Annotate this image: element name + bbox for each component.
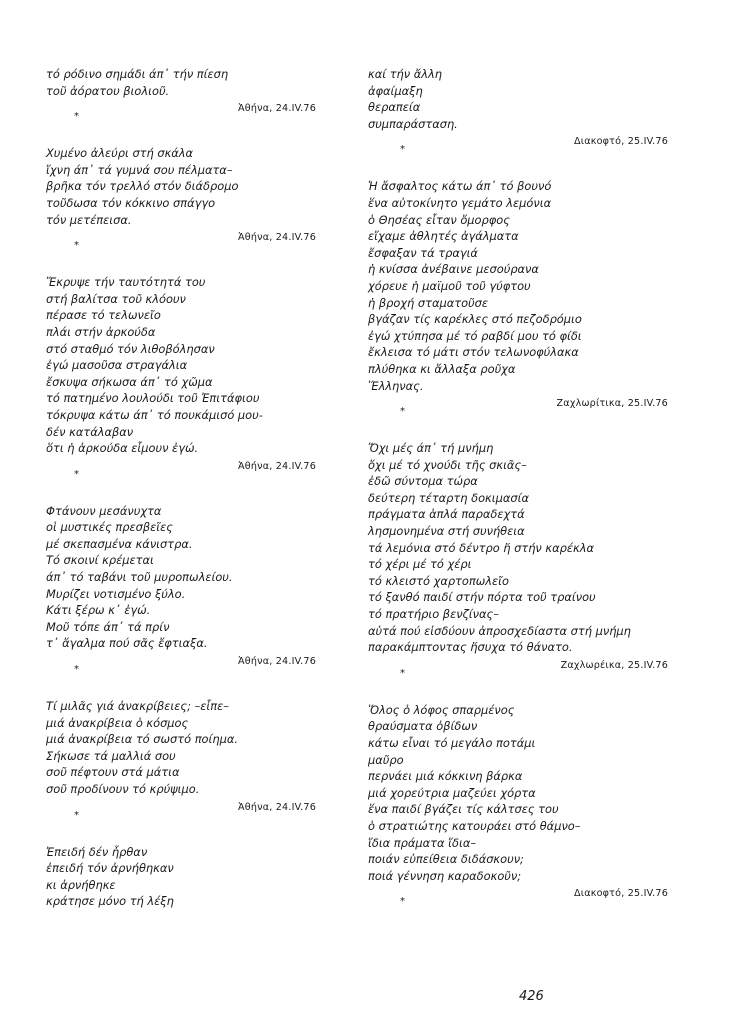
poem-line: καί τήν ἄλλη [368,67,442,81]
poem-line: βρῆκα τόν τρελλό στόν διάδρομο [46,179,239,194]
poem-line: ἴδια πράματα ἴδια– [368,835,477,850]
poem-line: δέν κατάλαβαν [46,424,134,439]
poem-line: θραύσματα ὀβίδων [368,719,478,734]
poem-line: Ὅλος ὁ λόφος σπαρμένος [368,702,515,717]
poem-signature [368,888,668,910]
place-date: Ἀθήνα, 24.IV.76 [238,656,316,668]
poem-line: τό χέρι μέ τό χέρι [368,557,472,572]
poem-line: ποιά γέννηση καραδοκοῦν; [368,868,522,883]
poem-line: κι ἀρνήθηκε [46,877,116,892]
poem-line: κράτησε μόνο τή λέξη [46,894,174,909]
poem-line: δεύτερη τέταρτη δοκιμασία [368,490,529,505]
poem [46,145,316,254]
poem-line: τόκρυψα κάτω άπ᾽ τό πουκάμισό μου- [46,407,263,422]
poem-line: οἱ μυστικές πρεσβεῖες [46,520,173,535]
poem-line: τοῦ ἀόρατου βιολιοῦ. [46,83,170,98]
poem-signature [46,103,316,125]
poem-line: ἡ βροχή σταματοῦσε [368,295,489,310]
asterisk-separator: * [74,240,79,252]
poem-line: Ἐπειδή δέν ἦρθαν [46,844,148,859]
place-date: Ἀθήνα, 24.IV.76 [238,103,316,115]
poem-line: ἀφαίμαξη [368,83,423,98]
poem-line: πλάι στήν ἀρκούδα [46,324,156,339]
place-date: Ἀθήνα, 24.IV.76 [238,232,316,244]
poem [46,274,316,483]
poem-line: τοῦδωσα τόν κόκκινο σπάγγο [46,195,216,210]
poem-line: σοῦ πέφτουν στά μάτια [46,765,180,780]
right-column [368,66,668,930]
place-date: Ἀθήνα, 24.IV.76 [238,801,316,813]
left-column [46,66,316,910]
poem-line: Φτάνουν μεσάνυχτα [46,503,162,518]
poem-line: Μυρίζει νοτισμένο ξύλο. [46,586,186,601]
asterisk-separator: * [400,144,405,156]
poem [368,66,668,158]
poem-line: μαῦρο [368,752,404,767]
poem-line: Χυμένο ἀλεύρι στή σκάλα [46,146,194,161]
poem-line: κάτω εἶναι τό μεγάλο ποτάμι [368,736,536,750]
poem-line: Ὄχι μές άπ᾽ τή μνήμη [368,441,494,456]
asterisk-separator: * [74,468,79,480]
poem-line: τό ξανθό παιδί στήν πόρτα τοῦ τραίνου [368,590,596,605]
poem-line: ἴχνη άπ᾽ τά γυμνά σου πέλματα– [46,162,233,177]
poem-line: ἔκλεισα τό μάτι στόν τελωνοφύλακα [368,345,579,360]
asterisk-separator: * [400,667,405,679]
poem-line: ἔσφαξαν τά τραγιά [368,245,478,260]
poem-line: βγάζαν τίς καρέκλες στό πεζοδρόμιο [368,312,582,327]
poem-line: πλύθηκα κι ἄλλαξα ροῦχα [368,361,516,376]
poem-line: τό κλειστό χαρτοπωλεῖο [368,573,510,588]
poem-line: μιά ἀνακρίβεια τό σωστό ποίημα. [46,732,238,747]
asterisk-separator: * [74,809,79,821]
asterisk-separator: * [400,406,405,418]
place-date: Ἀθήνα, 24.IV.76 [238,460,316,472]
poem-line: ποιάν εὐπείθεια διδάσκουν; [368,852,524,867]
poem-line: τ᾽ ἄγαλμα πού σᾶς ἔφτιαξα. [46,636,208,651]
poem-line: ἐπειδή τόν ἀρνήθηκαν [46,861,174,876]
poem [368,178,668,420]
poem-line: συμπαράσταση. [368,116,458,131]
poem-line: πέρασε τό τελωνεῖο [46,308,161,323]
poem [46,844,316,910]
poem [46,698,316,824]
poem-line: τό πρατήριο βενζίνας– [368,607,499,622]
poem [46,66,316,125]
poem-line: ἡ κνίσσα ἀνέβαινε μεσούρανα [368,262,539,277]
poem-line: ὁ στρατιώτης κατουράει στό θάμνο– [368,818,581,833]
poem-line: Τό σκοινί κρέμεται [46,553,154,568]
asterisk-separator: * [74,111,79,123]
poem-line: σοῦ προδίνουν τό κρύψιμο. [46,782,200,796]
place-date: Διακοφτό, 25.IV.76 [574,888,668,900]
poem-line: λησμονημένα στή συνήθεια [368,524,525,539]
poem-signature [368,136,668,158]
poem-signature [46,232,316,254]
poem-line: στή βαλίτσα τοῦ κλόουν [46,291,186,306]
poem-line: Σήκωσε τά μαλλιά σου [46,748,176,763]
poem-line: ὁ Θησέας εἶταν ὄμορφος [368,212,510,227]
poem-line: τά λεμόνια στό δέντρο ἤ στήν καρέκλα [368,540,594,555]
poem-line: τόν μετέπεισα. [46,212,132,227]
poem-line: ἐγώ χτύπησα μέ τό ραβδί μου τό φίδι [368,328,582,343]
poem-line: εἴχαμε ἀθλητές ἀγάλματα [368,229,519,244]
poem-line: ἐδῶ σύντομα τώρα [368,474,478,489]
poem-line: Ἔκρυψε τήν ταυτότητά του [46,275,206,290]
poem-line: ἐγώ μασοῦσα στραγάλια [46,358,188,373]
poem-line: ὅτι ἡ ἀρκούδα εἶμουν ἐγώ. [46,441,199,456]
poem-line: ἕνα παιδί βγάζει τίς κάλτσες του [368,802,559,817]
poem-line: Κάτι ξέρω κ᾽ ἐγώ. [46,603,151,618]
poem-signature [46,461,316,483]
poem-line: χόρευε ἡ μαϊμοῦ τοῦ γύφτου [368,278,531,293]
poem [46,503,316,678]
poem-signature [46,656,316,678]
poem-line: μέ σκεπασμένα κάνιστρα. [46,536,193,551]
poem-line: ἔσκυψα σήκωσα άπ᾽ τό χῶμα [46,374,213,389]
poem [368,702,668,911]
poem-line: παρακάμπτοντας ἥσυχα τό θάνατο. [368,640,573,655]
poem-line: περνάει μιά κόκκινη βάρκα [368,769,523,784]
poem-line: πράγματα ἁπλά παραδεχτά [368,507,525,522]
poem-line: στό σταθμό τόν λιθοβόλησαν [46,341,215,356]
poem-line: μιά ἀνακρίβεια ὁ κόσμος [46,715,189,730]
poem-line: Τί μιλᾶς γιά ἀνακρίβειες; –εἶπε– [46,699,229,714]
poem-line: Ἕλληνας. [368,378,424,393]
poem-signature [368,660,668,682]
place-date: Ζαχλωρίτικα, 25.IV.76 [556,398,668,410]
poem-line: θεραπεία [368,100,421,115]
poem-line: Ἡ ἄσφαλτος κάτω άπ᾽ τό βουνό [368,179,552,194]
place-date: Ζαχλωρέικα, 25.IV.76 [560,659,668,671]
poem-line: άπ᾽ τό ταβάνι τοῦ μυροπωλείου. [46,570,233,585]
poem-signature [368,398,668,420]
poem-line: μιά χορεύτρια μαζεύει χόρτα [368,785,536,800]
poem [368,440,668,682]
asterisk-separator: * [400,896,405,908]
poem-line: ἕνα αὐτοκίνητο γεμάτο λεμόνια [368,195,552,210]
poem-line: τό πατημένο λουλούδι τοῦ Ἐπιτάφιου [46,391,260,406]
poem-line: αὐτά πού εἰσδύουν ἀπροσχεδίαστα στή μνήμη [368,623,631,638]
asterisk-separator: * [74,664,79,676]
poem-signature [46,802,316,824]
place-date: Διακοφτό, 25.IV.76 [574,136,668,148]
poem-line: Μοῦ τόπε άπ᾽ τά πρίν [46,619,170,634]
page-number: 426 [519,989,544,1004]
poem-line: τό ρόδινο σημάδι άπ᾽ τήν πίεση [46,67,229,81]
poem-line: ὄχι μέ τό χνούδι τῆς σκιᾶς– [368,457,527,472]
